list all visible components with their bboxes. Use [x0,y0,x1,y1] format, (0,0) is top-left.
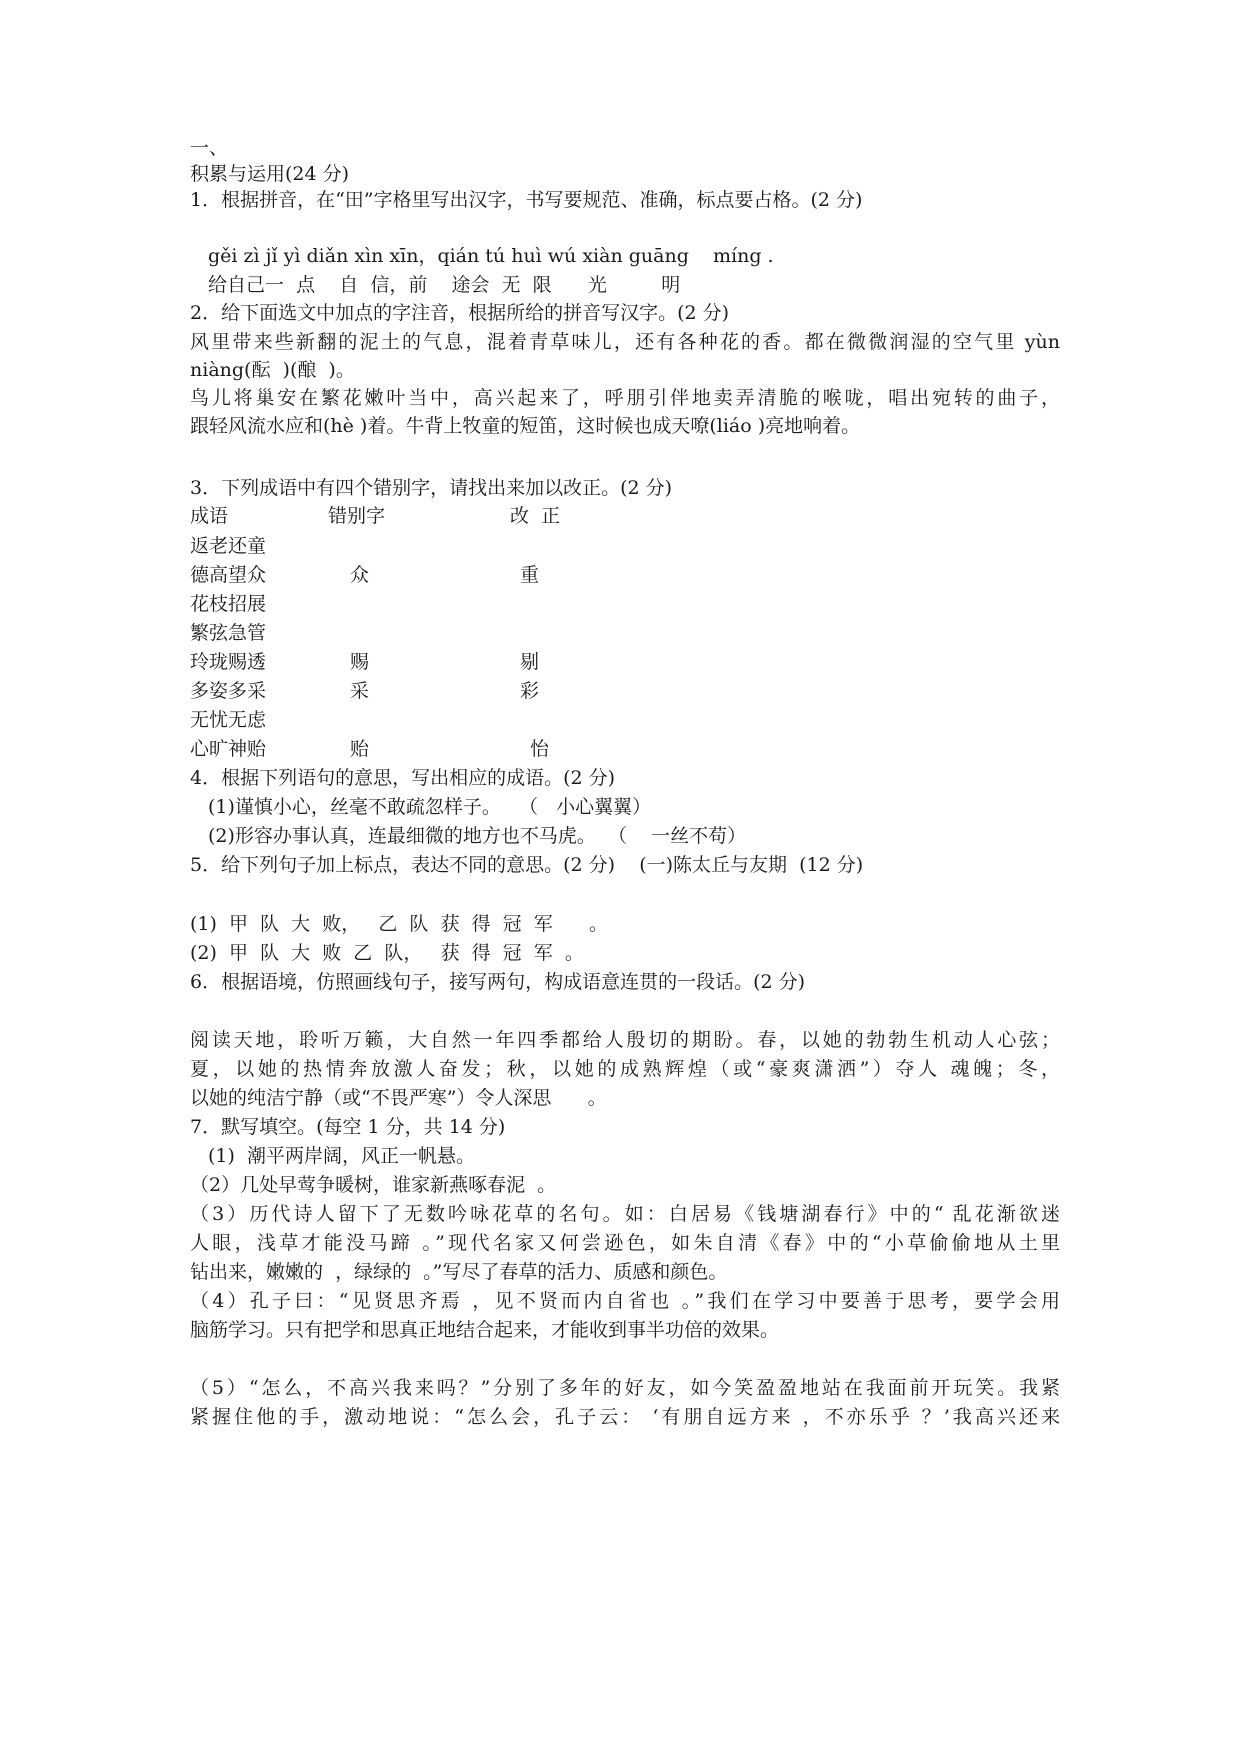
q7-line: 紧握住他的手，激动地说：“怎么会，孔子云： ‘有朋自远方来 ，不亦乐乎 ？’我高兴还来 [190,1406,1060,1428]
q1-hanzi: 给自己一 点 自 信，前 途会 无 限 光 明 [208,274,681,296]
q3-correct-char: 彩 [520,680,540,702]
q3-row [190,620,1070,646]
q1-prompt: 1．根据拼音，在“田”字格里写出汉字，书写要规范、准确，标点要占格。(2 分) [190,189,863,211]
q3-wrong-char: 赐 [350,651,370,673]
q3-idiom: 玲珑赐透 [190,651,267,673]
q5-item: (1) 甲 队 大 败， 乙 队 获 得 冠 军 。 [190,913,608,935]
q3-header-idiom: 成语 [190,505,229,527]
q6-line: 阅读天地，聆听万籁，大自然一年四季都给人殷切的期盼。春，以她的勃勃生机动人心弦； [190,1029,1060,1051]
q5-prompt: 5．给下列句子加上标点，表达不同的意思。(2 分) (一)陈太丘与友期 (12 分) [190,854,864,876]
q6-line: 以她的纯洁宁静（或“不畏严寒”）令人深思 。 [190,1087,607,1109]
q4-item: (2)形容办事认真，连最细微的地方也不马虎。 （ 一丝不苟） [208,825,747,847]
q3-idiom: 多姿多采 [190,680,267,702]
q2-prompt: 2．给下面选文中加点的字注音，根据所给的拼音写汉字。(2 分) [190,302,730,324]
q3-correct-char: 剔 [520,651,540,673]
q3-wrong-char: 采 [350,680,370,702]
q2-line: niàng(酝 )(酿 )。 [190,359,355,381]
q3-header-wrong: 错别字 [328,505,386,527]
q3-header-row [190,503,1070,529]
q7-line: （4）孔子曰：“见贤思齐焉 ，见不贤而内自省也 。”我们在学习中要善于思考，要学会用 [190,1290,1060,1312]
q3-wrong-char: 贻 [350,738,370,760]
q4-prompt: 4．根据下列语句的意思，写出相应的成语。(2 分) [190,767,616,789]
q7-line: (1) 潮平两岸阔，风正一帆悬。 [208,1145,475,1167]
q6-line: 夏，以她的热情奔放激人奋发；秋，以她的成熟辉煌（或“豪爽潇洒”）夺人 魂魄；冬， [190,1058,1060,1080]
q7-line: （5）“怎么，不高兴我来吗？”分别了多年的好友，如今笑盈盈地站在我面前开玩笑。我紧 [190,1377,1060,1399]
q3-header-correct: 改 正 [510,505,561,527]
q3-idiom: 花枝招展 [190,593,267,615]
q3-idiom: 无忧无虑 [190,709,267,731]
q7-line: 脑筋学习。只有把学和思真正地结合起来，才能收到事半功倍的效果。 [190,1319,780,1341]
q3-correct-char: 重 [520,564,540,586]
q3-row [190,678,1070,704]
q4-item: (1)谨慎小心，丝毫不敢疏忽样子。 （ 小心翼翼） [208,796,652,818]
q7-prompt: 7．默写填空。(每空 1 分，共 14 分) [190,1116,506,1138]
q3-row [190,649,1070,675]
q1-pinyin: gěi zì jǐ yì diǎn xìn xīn，qián tú huì wú xiàn guāng míng . [208,245,774,267]
section-title: 积累与运用(24 分) [190,163,350,185]
q3-idiom: 繁弦急管 [190,622,267,644]
q7-line: （2）几处早莺争暖树，谁家新燕啄春泥 。 [190,1174,557,1196]
q3-wrong-char: 众 [350,564,370,586]
q2-line: 鸟儿将巢安在繁花嫩叶当中，高兴起来了，呼朋引伴地卖弄清脆的喉咙，唱出宛转的曲子， [190,387,1060,409]
q3-prompt: 3．下列成语中有四个错别字，请找出来加以改正。(2 分) [190,477,673,499]
q7-line: 钻出来，嫩嫩的 ，绿绿的 。”写尽了春草的活力、质感和颜色。 [190,1261,728,1283]
q3-idiom: 心旷神贻 [190,738,267,760]
q3-row [190,591,1070,617]
q3-row [190,533,1070,559]
q6-prompt: 6．根据语境，仿照画线句子，接写两句，构成语意连贯的一段话。(2 分) [190,971,806,993]
q3-correct-char: 怡 [530,738,550,760]
q5-item: (2) 甲 队 大 败 乙 队， 获 得 冠 军 。 [190,942,584,964]
q3-row [190,707,1070,733]
q7-line: （3）历代诗人留下了无数吟咏花草的名句。如：白居易《钱塘湖春行》中的“ 乱花渐欲迷 [190,1203,1060,1225]
q3-idiom: 返老还童 [190,535,267,557]
q3-row [190,736,1070,762]
q2-line: 风里带来些新翻的泥土的气息，混着青草味儿，还有各种花的香。都在微微润湿的空气里 yùn [190,331,1060,353]
section-heading: 一、 [190,137,229,159]
q2-line: 跟轻风流水应和(hè )着。牛背上牧童的短笛，这时候也成天嘹(liáo )亮地响着。 [190,415,861,437]
q7-line: 人眼，浅草才能没马蹄 。”现代名家又何尝逊色，如朱自清《春》中的“小草偷偷地从土里 [190,1232,1060,1254]
q3-row [190,562,1070,588]
q3-idiom: 德高望众 [190,564,267,586]
